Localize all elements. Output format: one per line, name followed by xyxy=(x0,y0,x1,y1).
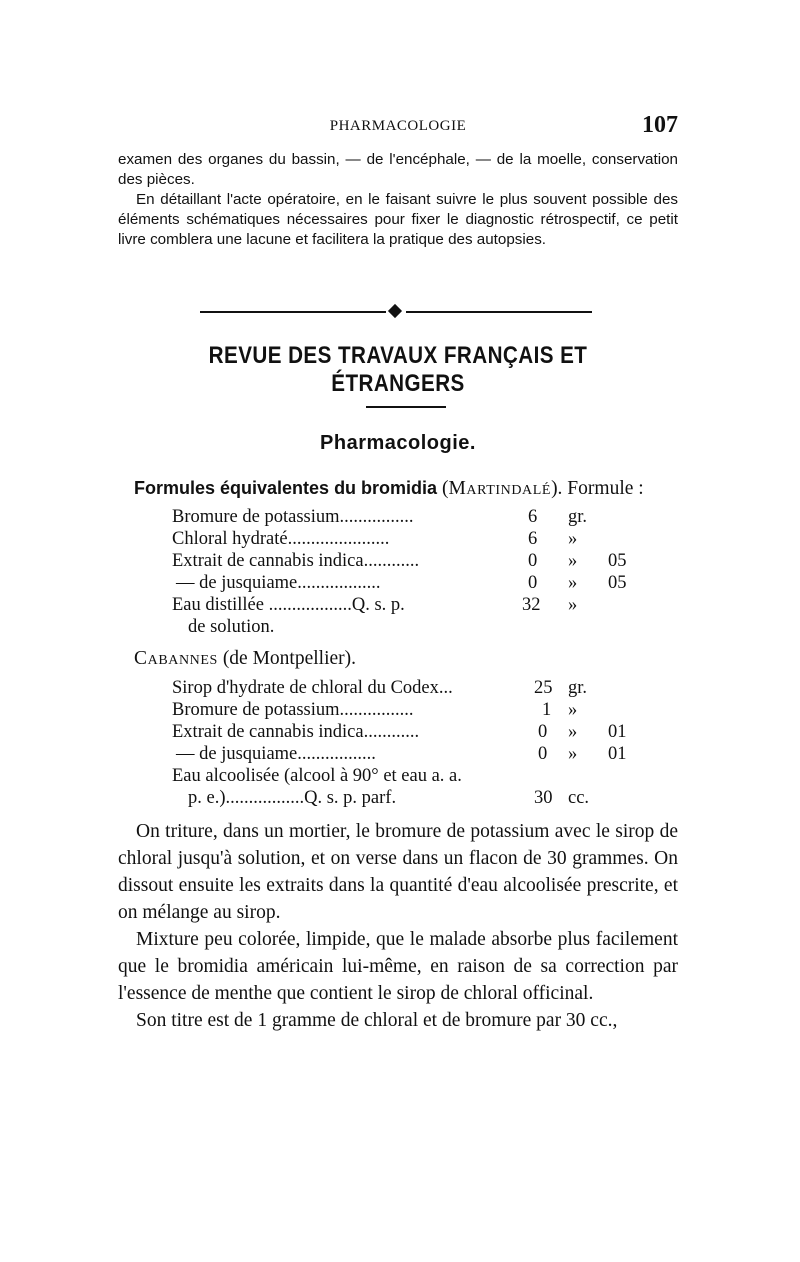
formula-heading xyxy=(134,478,694,500)
formula-heading-open: ( xyxy=(437,478,449,499)
body-paragraph: Mixture peu colorée, limpide, que le malade absorbe plus facilement que le bromidia américain lui-même, en raison de sa correction par l'essence de menthe que contient le sirop de chloral officinal. xyxy=(118,929,678,1004)
quantity: 32 xyxy=(522,595,541,615)
body-paragraph: Son titre est de 1 gramme de chloral et de bromure par 30 cc., xyxy=(136,1010,618,1031)
quantity: 30 xyxy=(534,788,553,808)
unit: » xyxy=(568,700,578,720)
fraction: 01 xyxy=(608,722,627,742)
ingredient-label: p. e.).................Q. s. p. parf. xyxy=(188,788,397,808)
unit: » xyxy=(568,573,578,593)
quantity: 1 xyxy=(542,700,552,720)
ingredient-label: Bromure de potassium................ xyxy=(172,700,414,720)
ingredient-label: Chloral hydraté...................... xyxy=(172,529,390,549)
body-text xyxy=(118,818,678,1034)
unit: gr. xyxy=(568,507,588,527)
ingredient-label: — de jusquiame................. xyxy=(176,744,376,764)
ingredient-label: de solution. xyxy=(188,617,275,637)
unit: » xyxy=(568,722,578,742)
intro-paragraph: examen des organes du bassin, — de l'encéphale, — de la moelle, conservation des pièces. xyxy=(118,151,678,188)
unit: gr. xyxy=(568,678,588,698)
unit: cc. xyxy=(568,788,590,808)
quantity: 25 xyxy=(534,678,553,698)
page-number: 107 xyxy=(642,112,678,138)
quantity: 0 xyxy=(538,744,548,764)
intro-text xyxy=(118,150,678,250)
author-name: Cabannes xyxy=(134,648,218,669)
rule-line-left xyxy=(200,311,386,313)
ingredient-label: Extrait de cannabis indica............ xyxy=(172,551,420,571)
fraction: 05 xyxy=(608,573,627,593)
short-divider xyxy=(366,406,446,408)
unit: » xyxy=(568,529,578,549)
fraction: 05 xyxy=(608,551,627,571)
ingredient-label: Eau alcoolisée (alcool à 90° et eau a. a. xyxy=(172,766,462,786)
formula-heading-close: ). Formule : xyxy=(551,478,644,499)
intro-paragraph: En détaillant l'acte opératoire, en le faisant suivre le plus souvent possible des éléments schématiques nécessaires pour fixer le diagnostic rétrospectif, ce petit livre comblera une lacune et facilitera la pratique des autopsies. xyxy=(118,191,678,248)
subsection-title: Pharmacologie. xyxy=(320,432,476,454)
quantity: 6 xyxy=(528,507,538,527)
running-title: PHARMACOLOGIE xyxy=(329,118,467,134)
unit: » xyxy=(568,744,578,764)
quantity: 0 xyxy=(528,573,538,593)
author-place: (de Montpellier). xyxy=(217,648,357,669)
formula-heading-bold: Formules équivalentes du bromidia xyxy=(134,478,438,498)
ingredient-label: Extrait de cannabis indica............ xyxy=(172,722,420,742)
diamond-ornament-icon xyxy=(388,304,402,318)
ingredient-label: Bromure de potassium................ xyxy=(172,507,414,527)
fraction: 01 xyxy=(608,744,627,764)
quantity: 6 xyxy=(528,529,538,549)
rule-line-right xyxy=(406,311,592,313)
section-title: REVUE DES TRAVAUX FRANÇAIS ET ÉTRANGERS xyxy=(208,342,588,397)
ingredient-label: Eau distillée ..................Q. s. p. xyxy=(172,595,405,615)
running-header xyxy=(118,112,678,142)
unit: » xyxy=(568,551,578,571)
quantity: 0 xyxy=(538,722,548,742)
quantity: 0 xyxy=(528,551,538,571)
ingredient-label: — de jusquiame.................. xyxy=(176,573,381,593)
ornamental-rule xyxy=(200,305,592,319)
author-line xyxy=(134,648,356,670)
ingredient-label: Sirop d'hydrate de chloral du Codex... xyxy=(172,678,453,698)
body-paragraph: On triture, dans un mortier, le bromure de potassium avec le sirop de chloral jusqu'à solution, et on verse dans un flacon de 30 grammes. On dissout ensuite les extraits dans la quantité d'eau alcoolisée prescrite, et on mélange au sirop. xyxy=(118,821,678,923)
unit: » xyxy=(568,595,578,615)
formula-author: Martindalé xyxy=(448,478,552,499)
